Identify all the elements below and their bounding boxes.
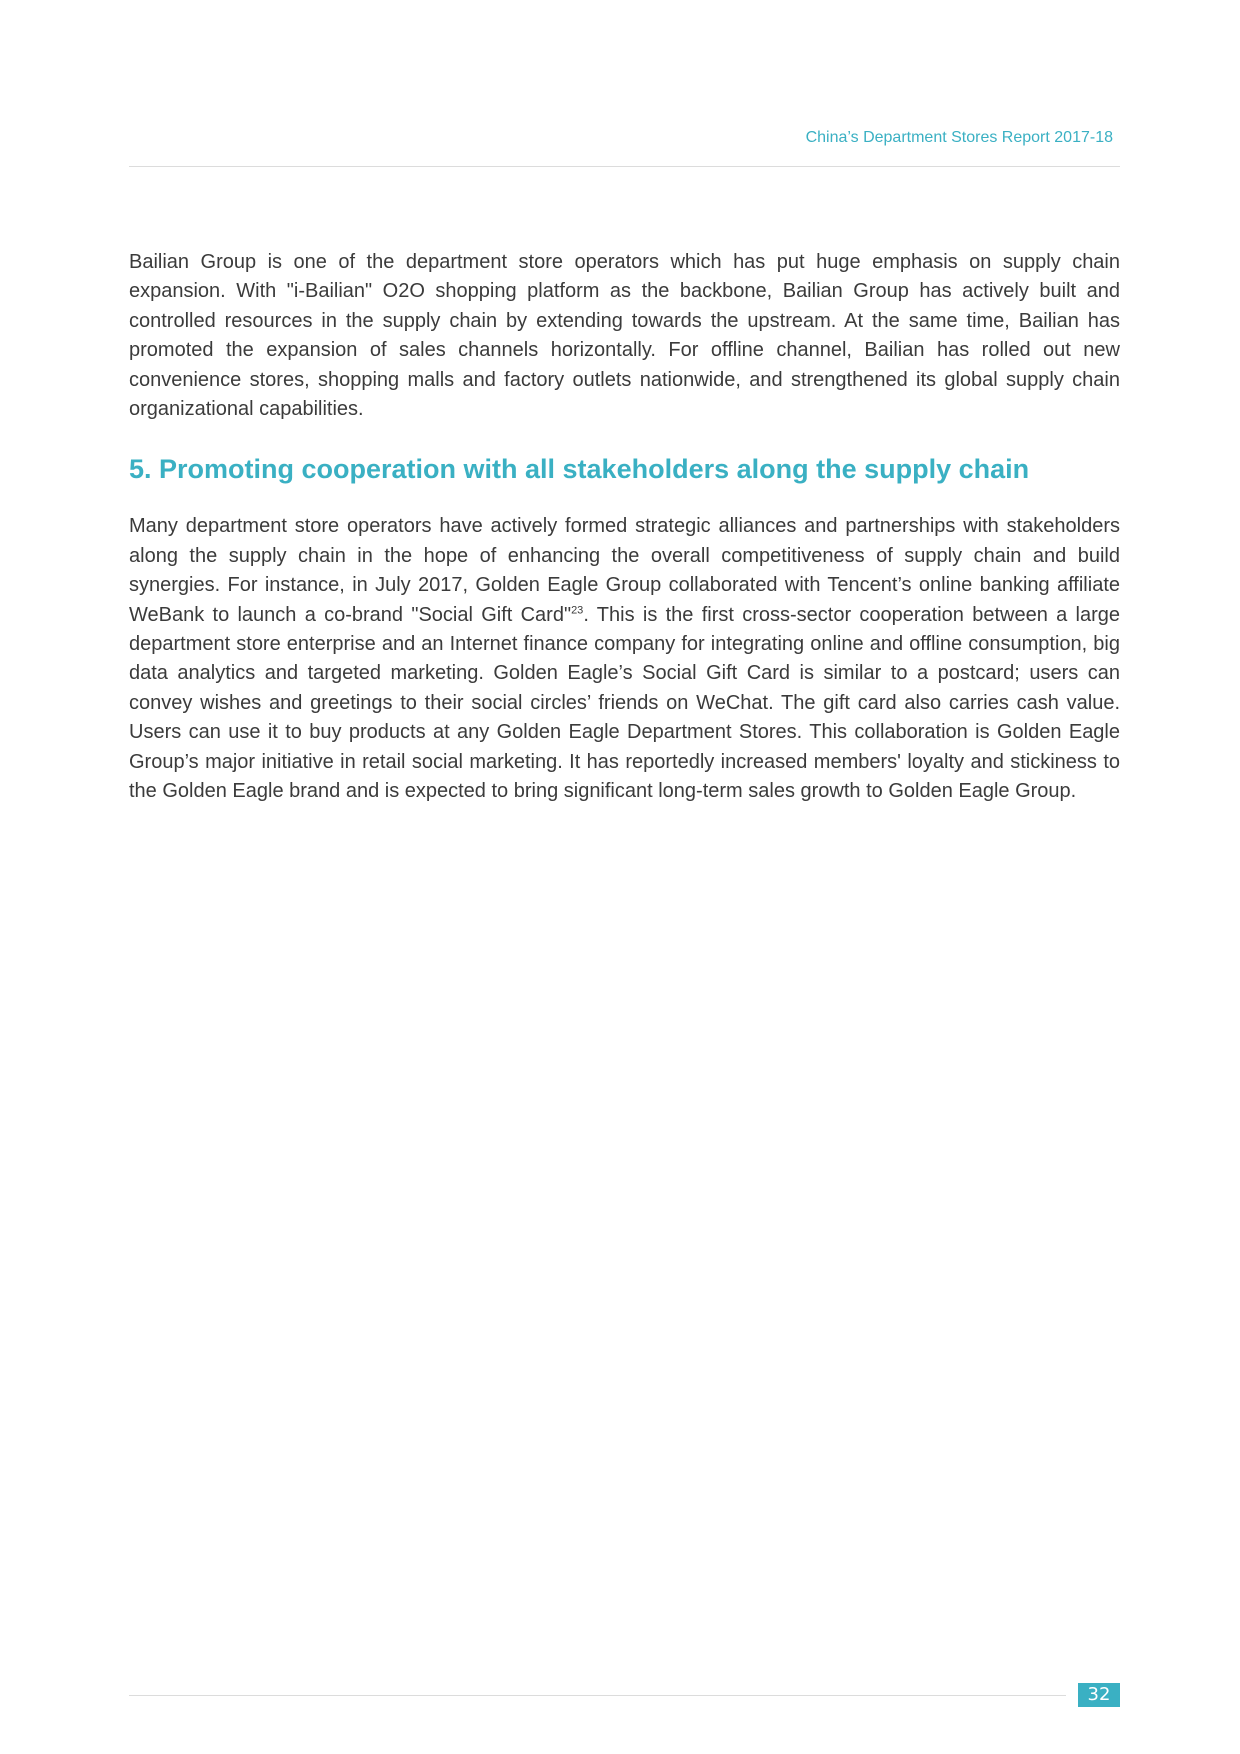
section-heading: 5. Promoting cooperation with all stakeholders along the supply chain bbox=[129, 454, 1030, 485]
header-divider bbox=[129, 166, 1120, 167]
footer-divider bbox=[129, 1695, 1066, 1696]
paragraph-cooperation-part-1: Many department store operators have actively formed strategic alliances and partnerships with stakeholders along the supply chain in the hope of enhancing the overall competitiveness of supply chain and build synergies. For instance, in July 2017, Golden Eagle Group collaborated with Tencent’s online banking affiliate WeBank to launch a co-brand "Social Gift Card" bbox=[129, 515, 1120, 626]
footnote-reference[interactable]: 23 bbox=[571, 604, 584, 616]
paragraph-bailian: Bailian Group is one of the department store operators which has put huge emphasis on supply chain expansion. With "i-Bailian" O2O shopping platform as the backbone, Bailian Group has actively built and controlled resources in the supply chain by extending towards the upstream. At the same time, Bailian has promoted the expansion of sales channels horizontally. For offline channel, Bailian has rolled out new convenience stores, shopping malls and factory outlets nationwide, and strengthened its global supply chain organizational capabilities. bbox=[129, 251, 1120, 421]
paragraph-cooperation-part-2: . This is the first cross-sector cooperation between a large department store enterprise and an Internet finance company for integrating online and offline consumption, big data analytics and targeted marketing. Golden Eagle’s Social Gift Card is similar to a postcard; users can convey wishes and greetings to their social circles’ friends on WeChat. The gift card also carries cash value. Users can use it to buy products at any Golden Eagle Department Stores. This collaboration is Golden Eagle Group’s major initiative in retail social marketing. It has reportedly increased members' loyalty and stickiness to the Golden Eagle brand and is expected to bring significant long-term sales growth to Golden Eagle Group. bbox=[129, 603, 1120, 803]
page-number-badge: 32 bbox=[1078, 1683, 1120, 1707]
running-header: China’s Department Stores Report 2017-18 bbox=[805, 129, 1113, 146]
main-content bbox=[129, 248, 1120, 807]
paragraph-cooperation bbox=[129, 512, 1120, 806]
